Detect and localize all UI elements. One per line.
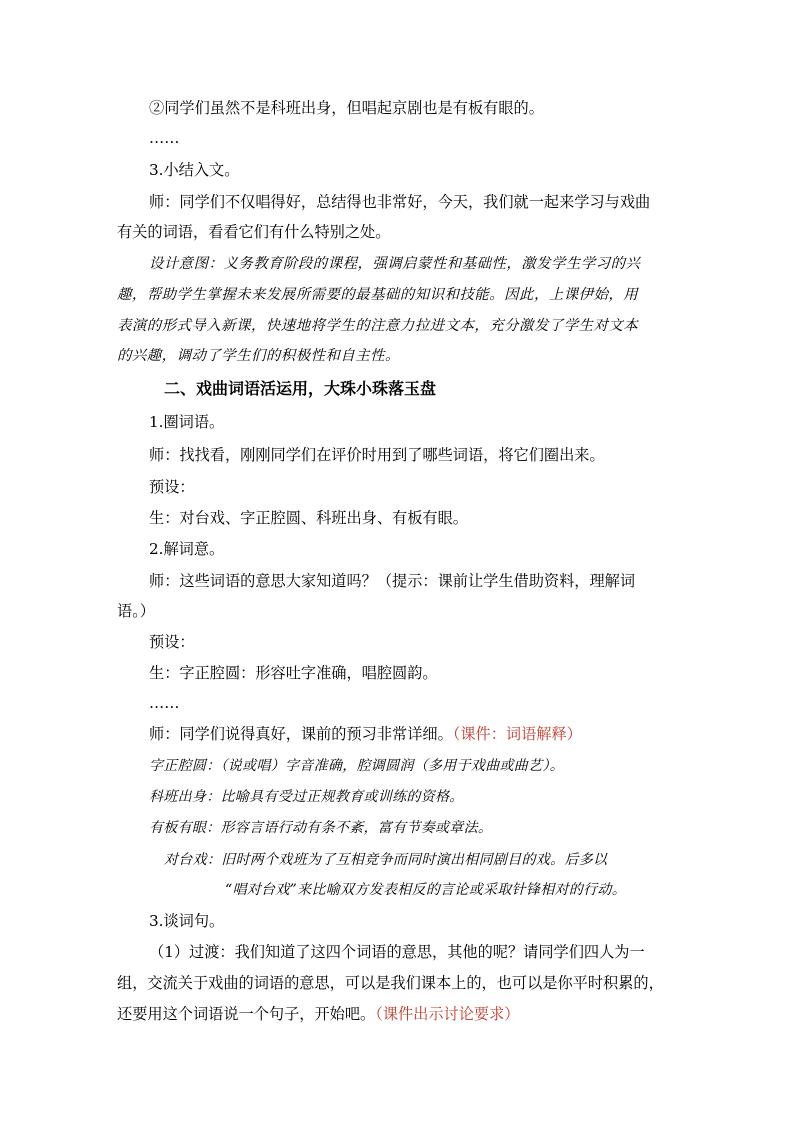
step-heading: 3.谈词句。 <box>149 912 225 930</box>
step-heading: 2.解词意。 <box>149 540 225 558</box>
text-segment: 还要用这个词语说一个句子，开始吧。 <box>117 1005 376 1023</box>
gloss-line: 科班出身：比喻具有受过正规教育或训练的资格。 <box>149 789 464 805</box>
text-line: 师：同学们不仅唱得好，总结得也非常好，今天，我们就一起来学习与戏曲 <box>149 193 651 211</box>
gloss-line: 对台戏：旧时两个戏班为了互相竞争而同时演出相同剧目的戏。后多以 <box>164 852 608 868</box>
text-line: 组，交流关于戏曲的词语的意思，可以是我们课本上的，也可以是你平时积累的， <box>117 974 664 992</box>
text-line: 生：对台戏、字正腔圆、科班出身、有板有眼。 <box>149 509 468 527</box>
gloss-line: “唱对台戏”来比喻双方发表相反的言论或采取针锋相对的行动。 <box>225 882 627 898</box>
courseware-note: （课件出示讨论要求） <box>375 1005 520 1023</box>
text-line: 预设： <box>149 478 195 496</box>
design-intent-line: 的兴趣，调动了学生们的积极性和自主性。 <box>117 348 400 364</box>
text-line: 师：这些词语的意思大家知道吗？（提示：课前让学生借助资料，理解词 <box>149 572 635 590</box>
design-intent-line: 趣，帮助学生掌握未来发展所需要的最基础的知识和技能。因此，上课伊始，用 <box>117 287 639 303</box>
design-intent-line: 表演的形式导入新课，快速地将学生的注意力拉进文本，充分激发了学生对文本 <box>117 318 639 334</box>
design-intent-line: 设计意图：义务教育阶段的课程，强调启蒙性和基础性，激发学生学习的兴 <box>149 256 641 272</box>
text-line: 预设： <box>149 633 195 651</box>
ellipsis-line: …… <box>149 694 180 712</box>
courseware-note: （课件：词语解释） <box>452 725 582 743</box>
text-line: 有关的词语，看看它们有什么特别之处。 <box>117 223 391 241</box>
text-line: （1）过渡：我们知道了这四个词语的意思，其他的呢？请同学们四人为一 <box>149 943 645 961</box>
text-line <box>117 1004 519 1024</box>
gloss-line: 有板有眼：形容言语行动有条不紊，富有节奏或章法。 <box>149 820 493 836</box>
step-heading: 1.圈词语。 <box>149 413 225 431</box>
section-heading: 二、戏曲词语活运用，大珠小珠落玉盘 <box>164 379 437 398</box>
step-heading: 3.小结入文。 <box>149 161 240 179</box>
text-line: 生：字正腔圆：形容吐字准确，唱腔圆韵。 <box>149 664 438 682</box>
text-line <box>149 724 582 744</box>
text-line: 师：找找看，刚刚同学们在评价时用到了哪些词语，将它们圈出来。 <box>149 446 605 464</box>
text-line: 语。） <box>117 602 155 620</box>
text-segment: 师：同学们说得真好，课前的预习非常详细。 <box>149 725 453 743</box>
gloss-line: 字正腔圆：（说或唱）字音准确，腔调圆润（多用于戏曲或曲艺）。 <box>149 758 564 774</box>
text-line: ②同学们虽然不是科班出身，但唱起京剧也是有板有眼的。 <box>149 99 544 117</box>
ellipsis-line: …… <box>149 129 180 147</box>
